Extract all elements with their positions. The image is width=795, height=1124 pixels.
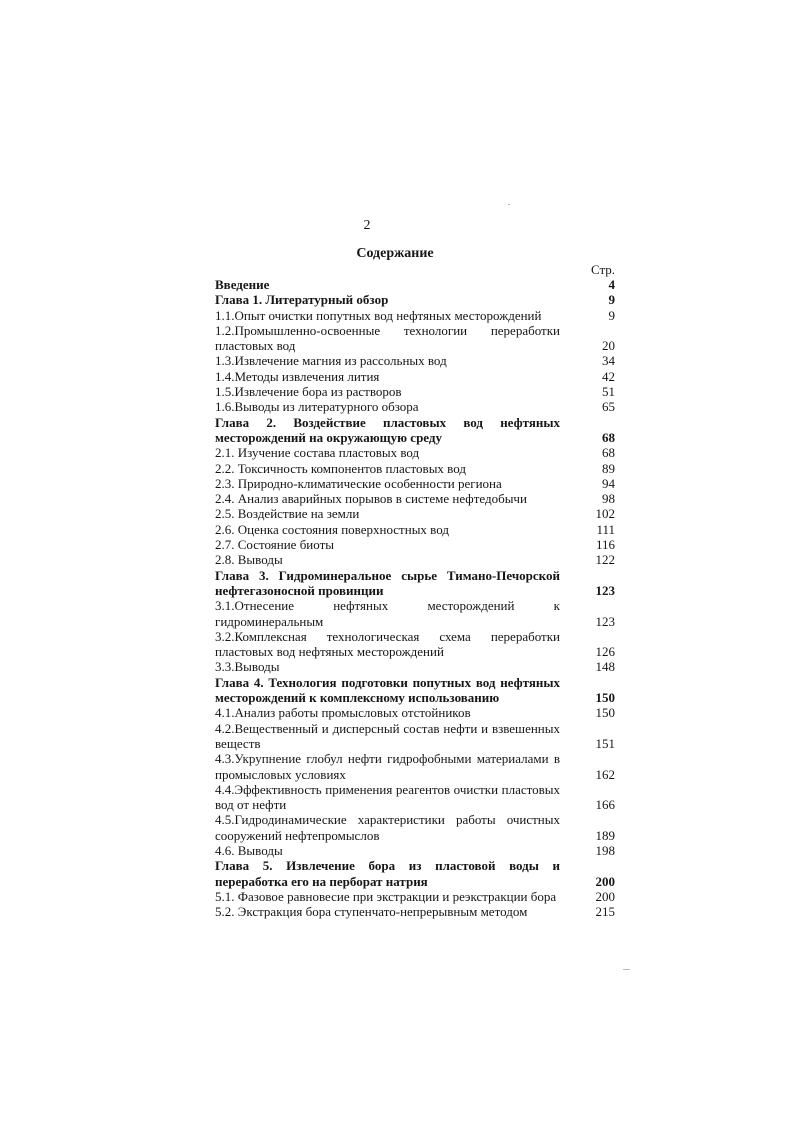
toc-entry-page: 148: [595, 659, 615, 675]
toc-section-row: [215, 323, 615, 354]
toc-entry-page: 89: [602, 460, 615, 476]
toc-entry-title: 2.6. Оценка состояния поверхностных вод: [215, 521, 449, 537]
toc-entry-title: 1.5.Извлечение бора из растворов: [215, 384, 402, 400]
toc-entry-page: 9: [608, 292, 615, 308]
toc-entry-page: 20: [602, 338, 615, 354]
toc-entry-title: 5.2. Экстракция бора ступенчато-непрерывным методом: [215, 904, 528, 920]
toc-entry-page: 51: [602, 384, 615, 400]
toc-entry-page: 102: [595, 506, 615, 522]
toc-entry-title: 2.3. Природно-климатические особенности региона: [215, 475, 502, 491]
toc-section-row: [215, 629, 615, 660]
toc-section-row: [215, 812, 615, 843]
toc-entry-page: 126: [595, 644, 615, 660]
toc-chapter-row: [215, 277, 615, 292]
toc-entry-page: 111: [596, 521, 615, 537]
toc-entry-title: 4.4.Эффективность применения реагентов очистки пластовых вод от нефти: [215, 781, 560, 813]
toc-entry-page: 34: [602, 353, 615, 369]
scan-speck: [508, 204, 510, 205]
toc-entry-title: 1.3.Извлечение магния из рассольных вод: [215, 353, 447, 369]
toc-chapter-row: [215, 415, 615, 446]
toc-section-row: [215, 889, 615, 904]
toc-entry-page: 42: [602, 368, 615, 384]
toc-section-row: [215, 308, 615, 323]
toc-entry-page: 68: [602, 445, 615, 461]
toc-entry-page: 98: [602, 491, 615, 507]
toc-heading: Содержание: [356, 246, 434, 261]
toc-section-row: [215, 598, 615, 629]
toc-entry-page: 68: [602, 429, 615, 445]
toc-entry-page: 116: [595, 537, 615, 553]
toc-entry-title: 3.2.Комплексная технологическая схема переработки пластовых вод нефтяных месторождений: [215, 628, 560, 660]
toc-entry-page: 200: [595, 888, 615, 904]
toc-section-row: [215, 782, 615, 813]
toc-entry-page: 122: [595, 552, 615, 568]
toc-section-row: [215, 445, 615, 460]
toc-section-row: [215, 904, 615, 919]
toc-entry-title: 2.4. Анализ аварийных порывов в системе нефтедобычи: [215, 491, 527, 507]
toc-entry-page: 94: [602, 475, 615, 491]
toc-entry-page: 4: [608, 277, 615, 292]
toc-chapter-row: [215, 858, 615, 889]
toc-section-row: [215, 461, 615, 476]
toc-entry-title: 4.3.Укрупнение глобул нефти гидрофобными материалами в промысловых условиях: [215, 751, 560, 782]
toc-entry-title: Введение: [215, 277, 270, 292]
toc-entry-page: 150: [595, 705, 615, 721]
toc-entry-title: 4.6. Выводы: [215, 842, 283, 858]
toc-chapter-row: [215, 675, 615, 706]
toc-section-row: [215, 751, 615, 782]
toc-entry-title: Глава 5. Извлечение бора из пластовой воды и переработка его на перборат натрия: [215, 858, 560, 889]
toc-section-row: [215, 476, 615, 491]
toc-entry-page: 200: [595, 873, 615, 889]
toc-entry-title: 4.5.Гидродинамические характеристики работы очистных сооружений нефтепромыслов: [215, 812, 560, 843]
toc-entry-page: 123: [595, 582, 615, 598]
toc-entry-title: 2.1. Изучение состава пластовых вод: [215, 445, 420, 461]
toc-entry-page: 150: [595, 690, 615, 706]
toc-section-row: [215, 399, 615, 414]
toc-section-row: [215, 384, 615, 399]
toc-section-row: [215, 705, 615, 720]
toc-section-row: [215, 506, 615, 521]
toc-entry-title: 2.2. Токсичность компонентов пластовых вод: [215, 460, 466, 476]
toc-section-row: [215, 659, 615, 674]
toc-section-row: [215, 843, 615, 858]
toc-entry-page: 198: [595, 842, 615, 858]
toc-section-row: [215, 721, 615, 752]
page-number: 2: [363, 218, 371, 233]
toc-entry-title: 1.1.Опыт очистки попутных вод нефтяных месторождений: [215, 307, 542, 323]
toc-section-row: [215, 369, 615, 384]
toc-entry-title: 3.3.Выводы: [215, 659, 280, 675]
toc-entry-page: 215: [595, 904, 615, 920]
toc-entry-title: 2.7. Состояние биоты: [215, 537, 335, 553]
toc-entry-title: 4.2.Вещественный и дисперсный состав нефти и взвешенных веществ: [215, 720, 560, 751]
toc-entry-page: 162: [595, 766, 615, 782]
toc-entry-title: 3.1.Отнесение нефтяных месторождений к гидроминеральным: [215, 598, 560, 629]
toc-entry-title: 1.4.Методы извлечения лития: [215, 368, 380, 384]
toc-entry-page: 65: [602, 399, 615, 415]
toc-chapter-row: [215, 292, 615, 307]
toc-entry-title: 2.8. Выводы: [215, 552, 283, 568]
toc-entry-title: Глава 4. Технология подготовки попутных вод нефтяных месторождений к комплексному использованию: [215, 674, 560, 706]
toc-chapter-row: [215, 568, 615, 599]
table-of-contents: [215, 277, 615, 919]
toc-section-row: [215, 537, 615, 552]
toc-entry-title: 1.6.Выводы из литературного обзора: [215, 399, 419, 415]
toc-section-row: [215, 353, 615, 368]
toc-section-row: [215, 491, 615, 506]
toc-entry-title: 2.5. Воздействие на земли: [215, 506, 360, 522]
toc-entry-title: 5.1. Фазовое равновесие при экстракции и реэкстракции бора: [215, 888, 557, 904]
scan-speck: [623, 969, 630, 970]
toc-entry-title: Глава 2. Воздействие пластовых вод нефтяных месторождений на окружающую среду: [215, 414, 560, 445]
toc-entry-page: 9: [608, 307, 615, 323]
toc-entry-title: Глава 3. Гидроминеральное сырье Тимано-Печорской нефтегазоносной провинции: [215, 567, 560, 598]
toc-entry-title: 1.2.Промышленно-освоенные технологии переработки пластовых вод: [215, 322, 560, 354]
toc-entry-page: 189: [595, 827, 615, 843]
page-column-label: Стр.: [590, 262, 616, 277]
toc-entry-title: Глава 1. Литературный обзор: [215, 292, 389, 308]
toc-entry-title: 4.1.Анализ работы промысловых отстойников: [215, 705, 471, 721]
toc-section-row: [215, 552, 615, 567]
toc-entry-page: 151: [595, 735, 615, 751]
toc-entry-page: 123: [595, 613, 615, 629]
toc-entry-page: 166: [595, 797, 615, 813]
toc-section-row: [215, 522, 615, 537]
